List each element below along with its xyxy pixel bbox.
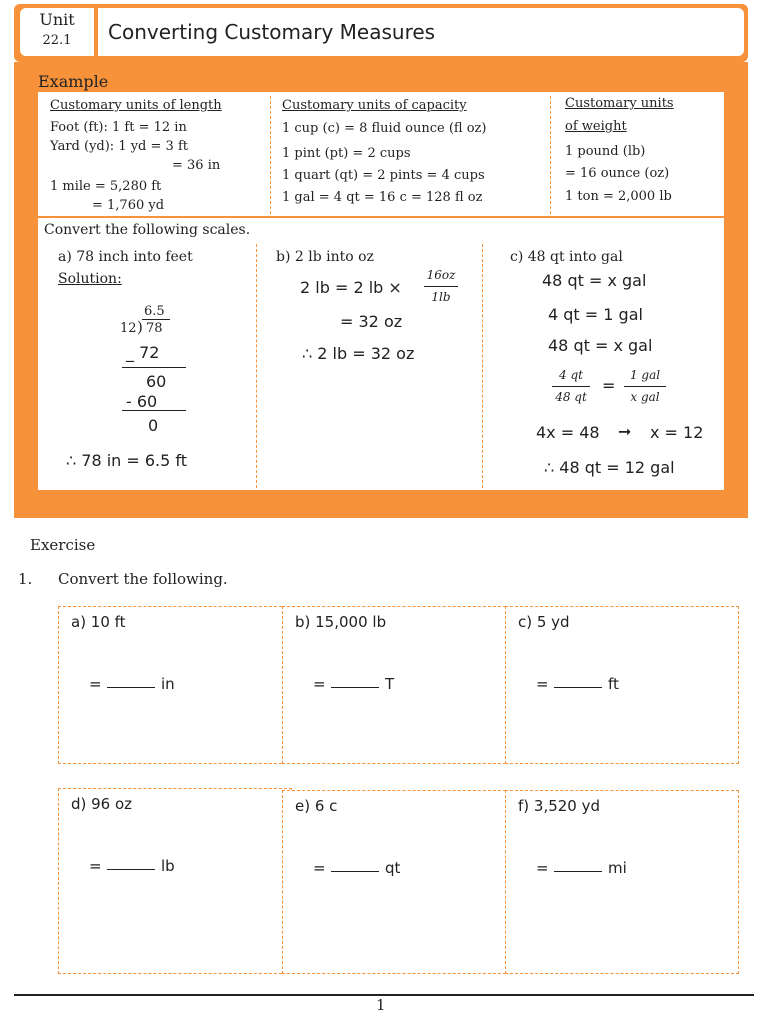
exercise-item-unit: mi bbox=[608, 859, 627, 877]
rule bbox=[122, 410, 186, 411]
equals-sign: = bbox=[536, 675, 549, 693]
fraction-denominator: 48 qt bbox=[555, 390, 587, 404]
fraction-bar bbox=[624, 386, 666, 387]
fraction-bar bbox=[552, 386, 590, 387]
part-b-line1: 2 lb = 2 lb × bbox=[300, 278, 402, 297]
weight-heading: Customary units bbox=[565, 96, 674, 111]
part-c-title: c) 48 qt into gal bbox=[510, 249, 623, 265]
exercise-item-label: c) 5 yd bbox=[518, 613, 570, 631]
divider bbox=[550, 96, 551, 214]
fraction-denominator: 1lb bbox=[431, 290, 451, 304]
example-label: Example bbox=[38, 72, 109, 91]
length-line: Yard (yd): 1 yd = 3 ft bbox=[50, 139, 188, 154]
divider bbox=[256, 244, 257, 488]
equals-sign: = bbox=[536, 859, 549, 877]
exercise-item-unit: lb bbox=[161, 857, 175, 875]
answer-blank[interactable] bbox=[554, 855, 602, 872]
exercise-item bbox=[505, 606, 739, 764]
part-b-title: b) 2 lb into oz bbox=[276, 249, 374, 265]
capacity-line: 1 pint (pt) = 2 cups bbox=[282, 146, 411, 161]
exercise-item bbox=[282, 606, 516, 764]
equals-sign: = bbox=[313, 859, 326, 877]
part-a-title: a) 78 inch into feet bbox=[58, 249, 193, 265]
dividend: 78 bbox=[146, 321, 163, 336]
capacity-line: 1 quart (qt) = 2 pints = 4 cups bbox=[282, 168, 485, 183]
exercise-item bbox=[282, 790, 516, 974]
part-c-equation: 4x = 48 bbox=[536, 423, 600, 442]
weight-heading: of weight bbox=[565, 119, 627, 134]
length-heading: Customary units of length bbox=[50, 98, 222, 113]
length-line: = 36 in bbox=[172, 158, 221, 173]
weight-line: 1 ton = 2,000 lb bbox=[565, 189, 672, 204]
exercise-item bbox=[58, 788, 292, 974]
subtract-1: _ 72 bbox=[126, 343, 160, 362]
part-c-answer: ∴ 48 qt = 12 gal bbox=[544, 458, 675, 477]
exercise-item-unit: ft bbox=[608, 675, 619, 693]
divider bbox=[482, 244, 483, 488]
answer-blank[interactable] bbox=[331, 855, 379, 872]
capacity-line: 1 cup (c) = 8 fluid ounce (fl oz) bbox=[282, 121, 487, 136]
division-bracket-icon: ) bbox=[137, 318, 143, 336]
part-c-result: x = 12 bbox=[650, 423, 704, 442]
fraction-numerator: 4 qt bbox=[559, 368, 583, 382]
remainder-2: 0 bbox=[148, 416, 159, 435]
answer-blank[interactable] bbox=[554, 671, 602, 688]
rule bbox=[122, 367, 186, 368]
division-bar bbox=[130, 319, 170, 320]
equals-sign: = bbox=[89, 857, 102, 875]
length-line: Foot (ft): 1 ft = 12 in bbox=[50, 120, 187, 135]
divider bbox=[270, 96, 271, 214]
exercise-item bbox=[505, 790, 739, 974]
answer-blank[interactable] bbox=[107, 671, 155, 688]
exercise-item-label: d) 96 oz bbox=[71, 795, 133, 813]
weight-line: 1 pound (lb) bbox=[565, 144, 646, 159]
divisor: 12 bbox=[120, 321, 137, 336]
exercise-label: Exercise bbox=[30, 536, 96, 554]
exercise-item-label: f) 3,520 yd bbox=[518, 797, 601, 815]
part-b-answer: ∴ 2 lb = 32 oz bbox=[302, 344, 415, 363]
answer-blank[interactable] bbox=[107, 853, 155, 870]
fraction-numerator: 1 gal bbox=[629, 368, 661, 382]
equals-sign: = bbox=[89, 675, 102, 693]
remainder-1: 60 bbox=[146, 372, 167, 391]
instruction: Convert the following scales. bbox=[44, 222, 251, 238]
page-title: Converting Customary Measures bbox=[108, 20, 436, 44]
subtract-2: - 60 bbox=[126, 392, 158, 411]
length-line: 1 mile = 5,280 ft bbox=[50, 179, 162, 194]
unit-number: 22.1 bbox=[42, 33, 72, 48]
exercise-item-unit: qt bbox=[385, 859, 401, 877]
question-text: Convert the following. bbox=[58, 570, 228, 588]
exercise-item-label: a) 10 ft bbox=[71, 613, 126, 631]
arrow-right-icon: ➞ bbox=[618, 422, 632, 441]
exercise-item-label: b) 15,000 lb bbox=[295, 613, 387, 631]
part-b-line2: = 32 oz bbox=[340, 312, 403, 331]
page-number: 1 bbox=[376, 996, 386, 1014]
exercise-item-label: e) 6 c bbox=[295, 797, 338, 815]
part-a-answer: ∴ 78 in = 6.5 ft bbox=[66, 451, 188, 470]
divider bbox=[38, 216, 724, 217]
fraction-numerator: 16oz bbox=[426, 268, 456, 282]
part-c-line2: 4 qt = 1 gal bbox=[548, 305, 643, 324]
question-number: 1. bbox=[18, 570, 33, 588]
weight-line: = 16 ounce (oz) bbox=[565, 166, 670, 181]
fraction-bar bbox=[424, 286, 458, 287]
solution-label: Solution: bbox=[58, 271, 122, 287]
unit-label: Unit bbox=[39, 10, 75, 29]
part-c-line3: 48 qt = x gal bbox=[548, 336, 653, 355]
exercise-item-unit: T bbox=[385, 675, 395, 693]
length-line: = 1,760 yd bbox=[92, 198, 165, 213]
exercise-item bbox=[58, 606, 292, 764]
part-c-line1: 48 qt = x gal bbox=[542, 271, 647, 290]
answer-blank[interactable] bbox=[331, 671, 379, 688]
capacity-line: 1 gal = 4 qt = 16 c = 128 fl oz bbox=[282, 190, 483, 205]
fraction-denominator: x gal bbox=[630, 390, 660, 404]
quotient: 6.5 bbox=[144, 304, 165, 319]
equals-sign: = bbox=[602, 376, 616, 395]
equals-sign: = bbox=[313, 675, 326, 693]
capacity-heading: Customary units of capacity bbox=[282, 98, 467, 113]
exercise-item-unit: in bbox=[161, 675, 175, 693]
